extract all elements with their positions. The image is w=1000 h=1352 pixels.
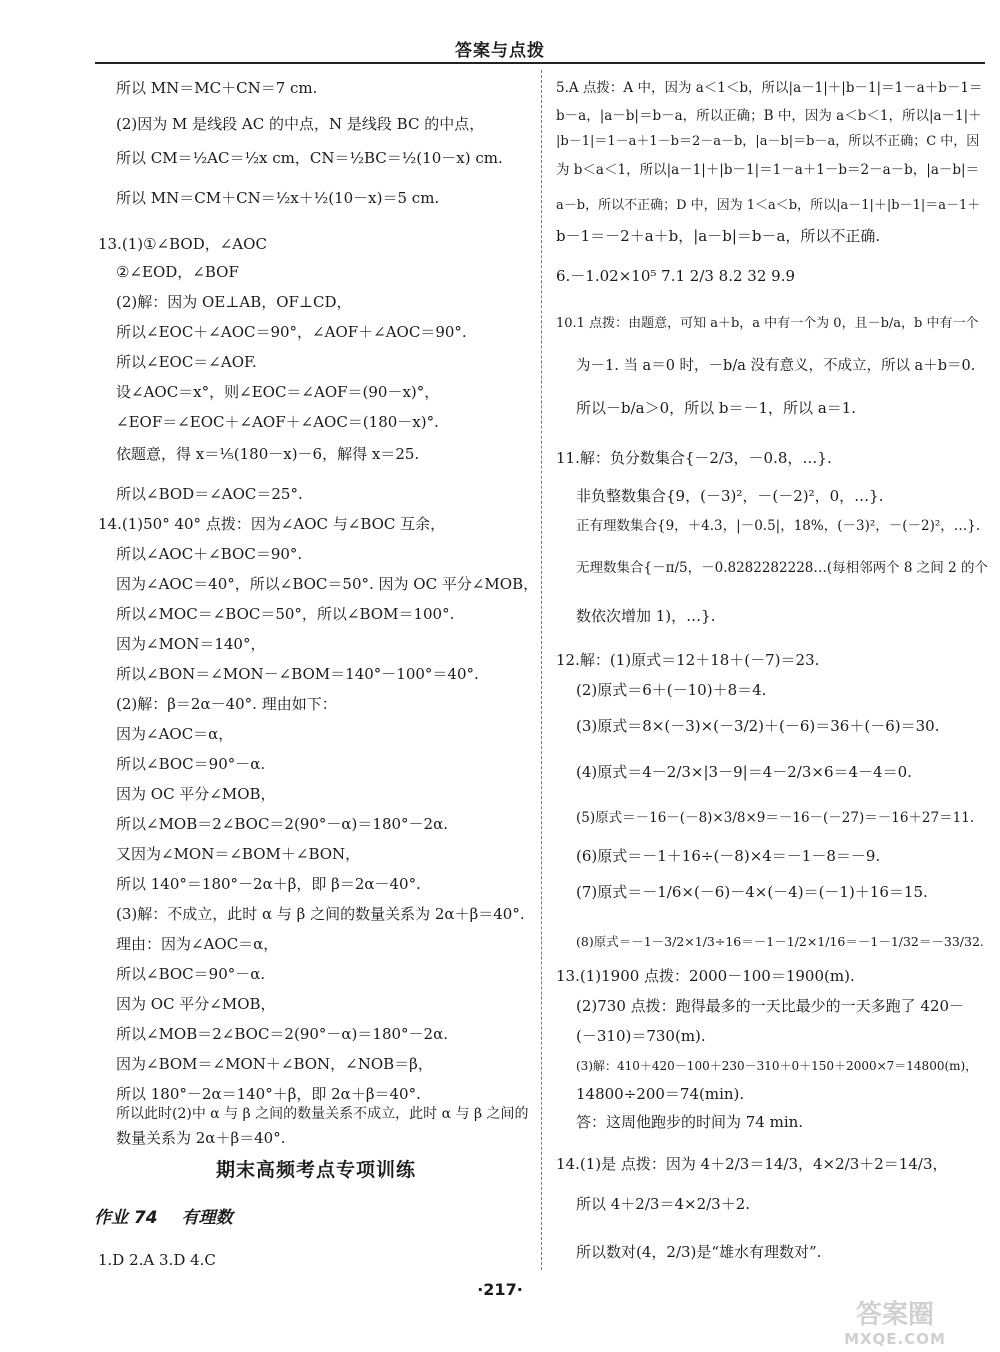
choice-answers: 1.D 2.A 3.D 4.C [98, 1251, 216, 1269]
left-column-line: 又因为∠MON＝∠BOM＋∠BON， [116, 845, 361, 863]
right-column-line: 数依次增加 1)，…}. [576, 607, 716, 625]
left-column-line: 所以 180°－2α＝140°＋β，即 2α＋β＝40°. [116, 1085, 421, 1103]
section-title: 期末高频考点专项训练 [215, 1159, 416, 1181]
left-column-line: 所以∠BOD＝∠AOC＝25°. [116, 485, 303, 503]
right-column-line: a－b，所以不正确；D 中，因为 1＜a＜b，所以|a－1|＋|b－1|＝a－1＋ [556, 198, 981, 213]
right-column-line: b－1＝－2＋a＋b，|a－b|＝b－a，所以不正确. [556, 227, 881, 245]
watermark-sub: MXQE.COM [844, 1330, 946, 1348]
left-column-line: 所以∠BON＝∠MON－∠BOM＝140°－100°＝40°. [116, 665, 479, 683]
left-column-line: 因为∠BOM＝∠MON＋∠BON，∠NOB＝β， [116, 1055, 433, 1073]
left-column-line: 所以此时(2)中 α 与 β 之间的数量关系不成立，此时 α 与 β 之间的 [116, 1106, 529, 1122]
left-column-line: 所以∠EOC＝∠AOF. [116, 353, 257, 371]
left-column-line: 因为∠AOC＝40°，所以∠BOC＝50°. 因为 OC 平分∠MOB， [116, 575, 539, 593]
left-column-line: ∠EOF＝∠EOC＋∠AOF＋∠AOC＝(180－x)°. [116, 413, 439, 431]
left-column-line: 所以 CM＝½AC＝½x cm，CN＝½BC＝½(10－x) cm. [116, 149, 503, 167]
left-column-line: 因为 OC 平分∠MOB， [116, 995, 276, 1013]
homework-label: 作业 74 [94, 1208, 158, 1228]
left-column-line: 依题意，得 x＝⅕(180－x)－6，解得 x＝25. [116, 445, 420, 463]
right-column-line: 所以 4＋2/3＝4×2/3＋2. [576, 1195, 751, 1213]
left-column-line: 所以 140°＝180°－2α＋β，即 β＝2α－40°. [116, 875, 421, 893]
right-column-line: (2)730 点拨：跑得最多的一天比最少的一天多跑了 420－ [576, 997, 965, 1015]
right-column-line: 无理数集合{－π/5，－0.8282282228…(每相邻两个 8 之间 2 的个 [576, 560, 988, 576]
right-column-line: 非负整数集合{9，(－3)²，－(－2)²，0，…}. [576, 487, 884, 505]
page-number: ·217· [477, 1280, 523, 1299]
left-column-line: 所以 MN＝CM＋CN＝½x＋½(10－x)＝5 cm. [116, 189, 440, 207]
right-column-line: 为－1. 当 a＝0 时，－b/a 没有意义，不成立，所以 a＋b＝0. [576, 358, 976, 374]
right-column-line: 答：这周他跑步的时间为 74 min. [576, 1113, 804, 1131]
left-column-line: (2)解：β＝2α－40°. 理由如下： [116, 695, 337, 713]
left-column-line: 数量关系为 2α＋β＝40°. [116, 1129, 286, 1147]
right-column-line: (4)原式＝4－2/3×|3－9|＝4－2/3×6＝4－4＝0. [576, 763, 912, 781]
left-column-line: 因为∠MON＝140°， [116, 635, 266, 653]
right-column-line: 所以数对(4，2/3)是“雄水有理数对”. [576, 1243, 822, 1261]
right-column-line: (3)原式＝8×(－3)×(－3/2)＋(－6)＝36＋(－6)＝30. [576, 717, 940, 735]
header-rule [95, 62, 985, 64]
right-column-line: 10.1 点拨：由题意，可知 a＋b，a 中有一个为 0，且－b/a，b 中有一个 [556, 316, 979, 331]
left-column-line: 所以∠BOC＝90°－α. [116, 965, 266, 983]
left-column-line: 13.(1)①∠BOD，∠AOC [98, 235, 267, 253]
left-column-line: (2)解：因为 OE⊥AB，OF⊥CD， [116, 293, 352, 311]
left-column-line: (3)解：不成立，此时 α 与 β 之间的数量关系为 2α＋β＝40°. [116, 905, 525, 923]
homework-heading [94, 1203, 233, 1228]
right-column-line: 6.－1.02×10⁵ 7.1 2/3 8.2 32 9.9 [556, 267, 796, 285]
left-column-line: 所以∠MOB＝2∠BOC＝2(90°－α)＝180°－2α. [116, 1025, 448, 1043]
right-column-line: (3)解：410＋420－100＋230－310＋0＋150＋2000×7＝14800(m)， [576, 1059, 978, 1073]
left-column-line: ②∠EOD，∠BOF [116, 263, 239, 281]
page-header-title: 答案与点拨 [455, 41, 545, 61]
left-column-line: 14.(1)50° 40° 点拨：因为∠AOC 与∠BOC 互余， [98, 515, 446, 533]
right-column-line: 5.A 点拨：A 中，因为 a＜1＜b，所以|a－1|＋|b－1|＝1－a＋b－1＝ [556, 80, 983, 96]
watermark-main: 答案圈 [855, 1300, 934, 1330]
right-column-line: (－310)＝730(m). [576, 1027, 706, 1045]
right-column-line: 14.(1)是 点拨：因为 4＋2/3＝14/3，4×2/3＋2＝14/3， [556, 1155, 948, 1173]
left-column-line: 所以∠MOC＝∠BOC＝50°，所以∠BOM＝100°. [116, 605, 455, 623]
right-column-line: 12.解：(1)原式＝12＋18＋(－7)＝23. [556, 651, 820, 669]
left-column-line: 所以 MN＝MC＋CN＝7 cm. [116, 79, 318, 97]
right-column-line: (8)原式＝－1－3/2×1/3÷16＝－1－1/2×1/16＝－1－1/32＝－33/32. [576, 934, 984, 949]
left-column-line: 所以∠AOC＋∠BOC＝90°. [116, 545, 303, 563]
right-column-line: 11.解：负分数集合{－2/3，－0.8，…}. [556, 449, 832, 467]
right-column-line: |b－1|＝1－a＋1－b＝2－a－b，|a－b|＝b－a，所以不正确；C 中，因 [556, 134, 980, 149]
left-column-line: 所以∠EOC＋∠AOC＝90°，∠AOF＋∠AOC＝90°. [116, 323, 467, 341]
watermark-logo [800, 1300, 990, 1352]
column-divider [541, 70, 542, 1270]
right-column-line: 为 b＜a＜1，所以|a－1|＋|b－1|＝1－a＋1－b＝2－a－b，|a－b|＝ [556, 162, 980, 178]
right-column-line: 13.(1)1900 点拨：2000－100＝1900(m). [556, 967, 855, 985]
left-column-line: 因为∠AOC＝α， [116, 725, 234, 743]
right-column-line: 所以－b/a＞0，所以 b＝－1，所以 a＝1. [576, 399, 857, 417]
left-column-line: 设∠AOC＝x°，则∠EOC＝∠AOF＝(90－x)°， [116, 383, 440, 401]
right-column-line: 正有理数集合{9，＋4.3，|－0.5|，18%，(－3)²，－(－2)²，…}. [576, 518, 981, 534]
left-column-line: 因为 OC 平分∠MOB， [116, 785, 276, 803]
left-column-line: 理由：因为∠AOC＝α， [116, 935, 279, 953]
right-column-line: (2)原式＝6＋(－10)＋8＝4. [576, 681, 767, 699]
right-column-line: (5)原式＝－16－(－8)×3/8×9＝－16－(－27)＝－16＋27＝11. [576, 810, 975, 826]
right-column-line: (6)原式＝－1＋16÷(－8)×4＝－1－8＝－9. [576, 847, 881, 865]
right-column-line: 14800÷200＝74(min). [576, 1085, 745, 1103]
left-column-line: 所以∠BOC＝90°－α. [116, 755, 266, 773]
right-column-line: b－a，|a－b|＝b－a，所以正确；B 中，因为 a＜b＜1，所以|a－1|＋ [556, 108, 982, 124]
left-column-line: 所以∠MOB＝2∠BOC＝2(90°－α)＝180°－2α. [116, 815, 448, 833]
left-column-line: (2)因为 M 是线段 AC 的中点，N 是线段 BC 的中点， [116, 115, 485, 133]
right-column-line: (7)原式＝－1/6×(－6)－4×(－4)＝(－1)＋16＝15. [576, 883, 928, 901]
homework-name: 有理数 [181, 1208, 233, 1228]
